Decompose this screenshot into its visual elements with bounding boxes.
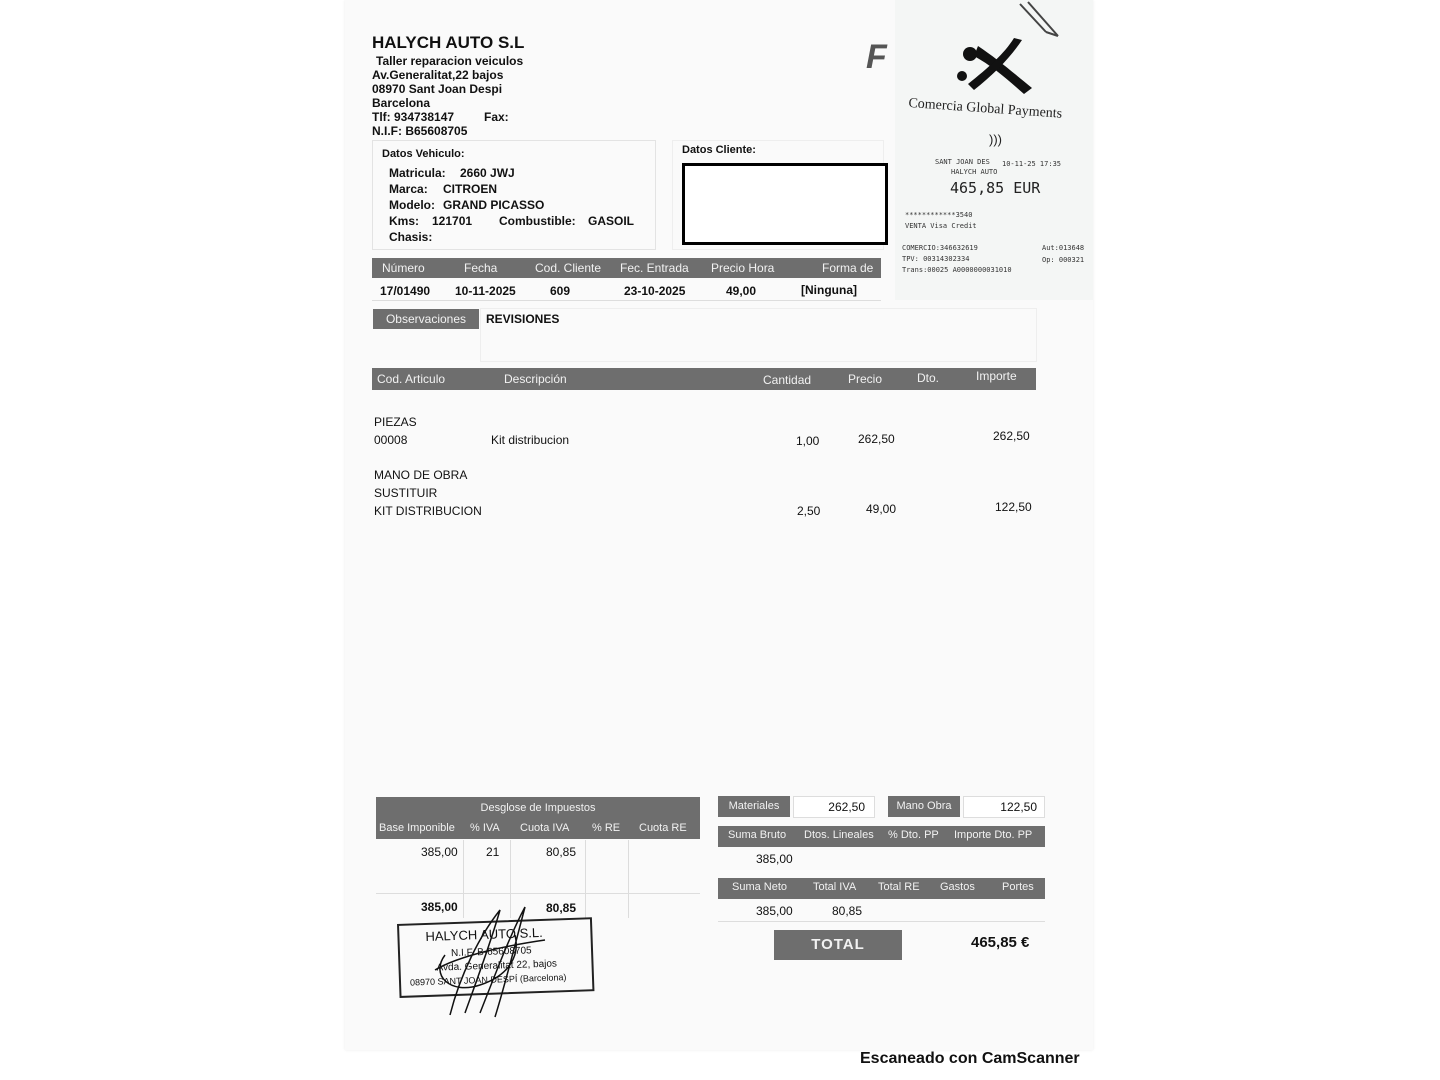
item-description: Kit distribucion: [491, 433, 570, 447]
mano-obra-value: 122,50: [1000, 800, 1037, 814]
mano-obra-field: [963, 796, 1045, 818]
receipt-type: VENTA Visa Credit: [905, 222, 977, 230]
stamp-city: 08970 SANT JOAN DESPÍ (Barcelona): [409, 972, 567, 988]
observaciones-box: [480, 308, 1037, 362]
tax-header-row: [376, 819, 700, 839]
header-precio-hora: Precio Hora: [711, 261, 775, 275]
document-type-letter: F: [866, 38, 887, 76]
item-amount: 262,50: [993, 429, 1030, 443]
items-col-cod: Cod. Articulo: [377, 372, 446, 386]
labor-line-2: KIT DISTRIBUCION: [374, 504, 482, 518]
receipt-tpv: TPV: 00314302334: [902, 255, 970, 263]
combustible-value: GASOIL: [588, 214, 635, 228]
bruto-header-row: [718, 826, 1045, 847]
tax-col-iva: % IVA: [470, 822, 500, 834]
tax-base-total: 385,00: [421, 900, 458, 914]
vehicle-heading: Datos Vehiculo:: [382, 148, 465, 160]
value-cod-cliente: 609: [550, 284, 571, 298]
items-col-precio: Precio: [848, 372, 883, 386]
company-nif: N.I.F: B65608705: [372, 124, 468, 138]
tax-col-base: Base Imponible: [379, 822, 455, 834]
bruto-col-dto-pp: % Dto. PP: [888, 829, 939, 841]
matricula-value: 2660 JWJ: [460, 166, 515, 180]
kms-value: 121701: [432, 214, 473, 228]
header-fec-entrada: Fec. Entrada: [620, 261, 689, 275]
suma-bruto-value: 385,00: [756, 852, 793, 866]
neto-header-row: [718, 878, 1045, 899]
value-forma-pago: [Ninguna]: [801, 283, 857, 297]
company-name: HALYCH AUTO S.L: [372, 33, 525, 52]
marca-value: CITROEN: [443, 182, 497, 196]
item-quantity: 1,00: [796, 434, 820, 448]
header-forma-de: Forma de: [822, 261, 874, 275]
company-province: Barcelona: [372, 96, 431, 110]
modelo-label: Modelo:: [389, 198, 435, 212]
client-redacted-box: [682, 163, 888, 245]
chasis-label: Chasis:: [389, 230, 433, 244]
header-fecha: Fecha: [464, 261, 498, 275]
mano-obra-label: Mano Obra: [888, 796, 960, 817]
materiales-label: Materiales: [718, 796, 790, 817]
neto-col-suma: Suma Neto: [732, 881, 788, 893]
company-fax: Fax:: [484, 110, 509, 124]
labor-quantity: 2,50: [797, 504, 821, 518]
header-numero: Número: [382, 261, 425, 275]
neto-col-gastos: Gastos: [940, 881, 975, 893]
invoice-header-row: [372, 258, 881, 278]
receipt-amount: 465,85 EUR: [950, 179, 1041, 197]
receipt-auth: Aut:013648: [1042, 244, 1085, 252]
company-address: Av.Generalitat,22 bajos: [372, 68, 504, 82]
caixa-star-icon: [948, 38, 1038, 96]
stamp-nif: N.I.F. B-65608705: [450, 945, 532, 960]
value-fecha: 10-11-2025: [455, 284, 516, 298]
materiales-value: 262,50: [828, 800, 865, 814]
tax-divider: [585, 840, 586, 918]
receipt-location: SANT JOAN DES: [935, 158, 990, 166]
tax-cuota-value: 80,85: [546, 845, 577, 859]
receipt-merchant: HALYCH AUTO: [951, 168, 998, 176]
section-title-mano-obra: MANO DE OBRA: [374, 468, 468, 482]
total-value: 465,85 €: [971, 934, 1030, 951]
neto-col-total-re: Total RE: [878, 881, 920, 893]
matricula-label: Matricula:: [389, 166, 446, 180]
tax-iva-value: 21: [486, 845, 500, 859]
item-price: 262,50: [858, 432, 895, 446]
company-phone: Tlf: 934738147: [372, 110, 455, 124]
contactless-icon: ))): [989, 132, 1002, 147]
items-header-row: [372, 368, 1036, 390]
receipt-datetime: 10-11-25 17:35: [1002, 160, 1062, 168]
value-precio-hora: 49,00: [726, 284, 757, 298]
item-code: 00008: [374, 433, 408, 447]
neto-col-total-iva: Total IVA: [813, 881, 857, 893]
items-col-importe: Importe: [976, 369, 1017, 383]
materiales-field: [793, 796, 875, 818]
value-fec-entrada: 23-10-2025: [624, 284, 686, 298]
tax-totals-divider: [376, 893, 700, 894]
receipt-comercio: COMERCIO:346632619: [902, 244, 978, 252]
scanner-watermark: Escaneado con CamScanner: [860, 1050, 1080, 1067]
company-activity: Taller reparacion veiculos: [376, 54, 524, 68]
receipt-brand: Comercia Global Payments: [907, 96, 1063, 122]
stamp-address: Avda. Generalitat 22, bajos: [436, 958, 558, 974]
tax-base-value: 385,00: [421, 845, 458, 859]
bruto-col-importe-pp: Importe Dto. PP: [954, 829, 1033, 841]
company-postal-city: 08970 Sant Joan Despi: [372, 82, 503, 96]
signature-icon: [420, 895, 560, 1025]
tax-cuota-total: 80,85: [546, 901, 577, 915]
bruto-col-dtos: Dtos. Lineales: [804, 829, 874, 841]
stamp-name: HALYCH AUTO S.L.: [425, 924, 543, 945]
labor-line-1: SUSTITUIR: [374, 486, 438, 500]
combustible-label: Combustible:: [499, 214, 576, 228]
bruto-col-suma: Suma Bruto: [728, 829, 787, 841]
tax-col-cuota-re: Cuota RE: [639, 822, 687, 834]
header-cod-cliente: Cod. Cliente: [535, 261, 602, 275]
total-label: TOTAL: [774, 930, 902, 960]
tax-col-cuota-iva: Cuota IVA: [520, 822, 570, 834]
items-col-dto: Dto.: [917, 371, 940, 385]
receipt-op: Op: 000321: [1042, 256, 1085, 264]
marca-label: Marca:: [389, 182, 428, 196]
suma-neto-value: 385,00: [756, 904, 793, 918]
items-col-cantidad: Cantidad: [763, 373, 812, 387]
client-heading: Datos Cliente:: [682, 144, 756, 156]
total-iva-value: 80,85: [832, 904, 863, 918]
tax-divider: [628, 840, 629, 918]
labor-price: 49,00: [866, 502, 897, 516]
observaciones-text: REVISIONES: [486, 312, 560, 326]
receipt-trans: Trans:00025 A0000000031010: [902, 266, 1012, 274]
receipt-card: ************3540: [905, 211, 973, 219]
items-col-desc: Descripción: [504, 372, 567, 386]
observaciones-label: Observaciones: [373, 309, 479, 329]
value-numero: 17/01490: [380, 284, 431, 298]
paper-clip-icon: [1018, 0, 1068, 40]
kms-label: Kms:: [389, 214, 420, 228]
labor-amount: 122,50: [995, 500, 1032, 514]
modelo-value: GRAND PICASSO: [443, 198, 545, 212]
tax-col-re: % RE: [592, 822, 621, 834]
section-title-piezas: PIEZAS: [374, 415, 417, 429]
tax-title: Desglose de Impuestos: [376, 797, 700, 819]
neto-col-portes: Portes: [1002, 881, 1034, 893]
